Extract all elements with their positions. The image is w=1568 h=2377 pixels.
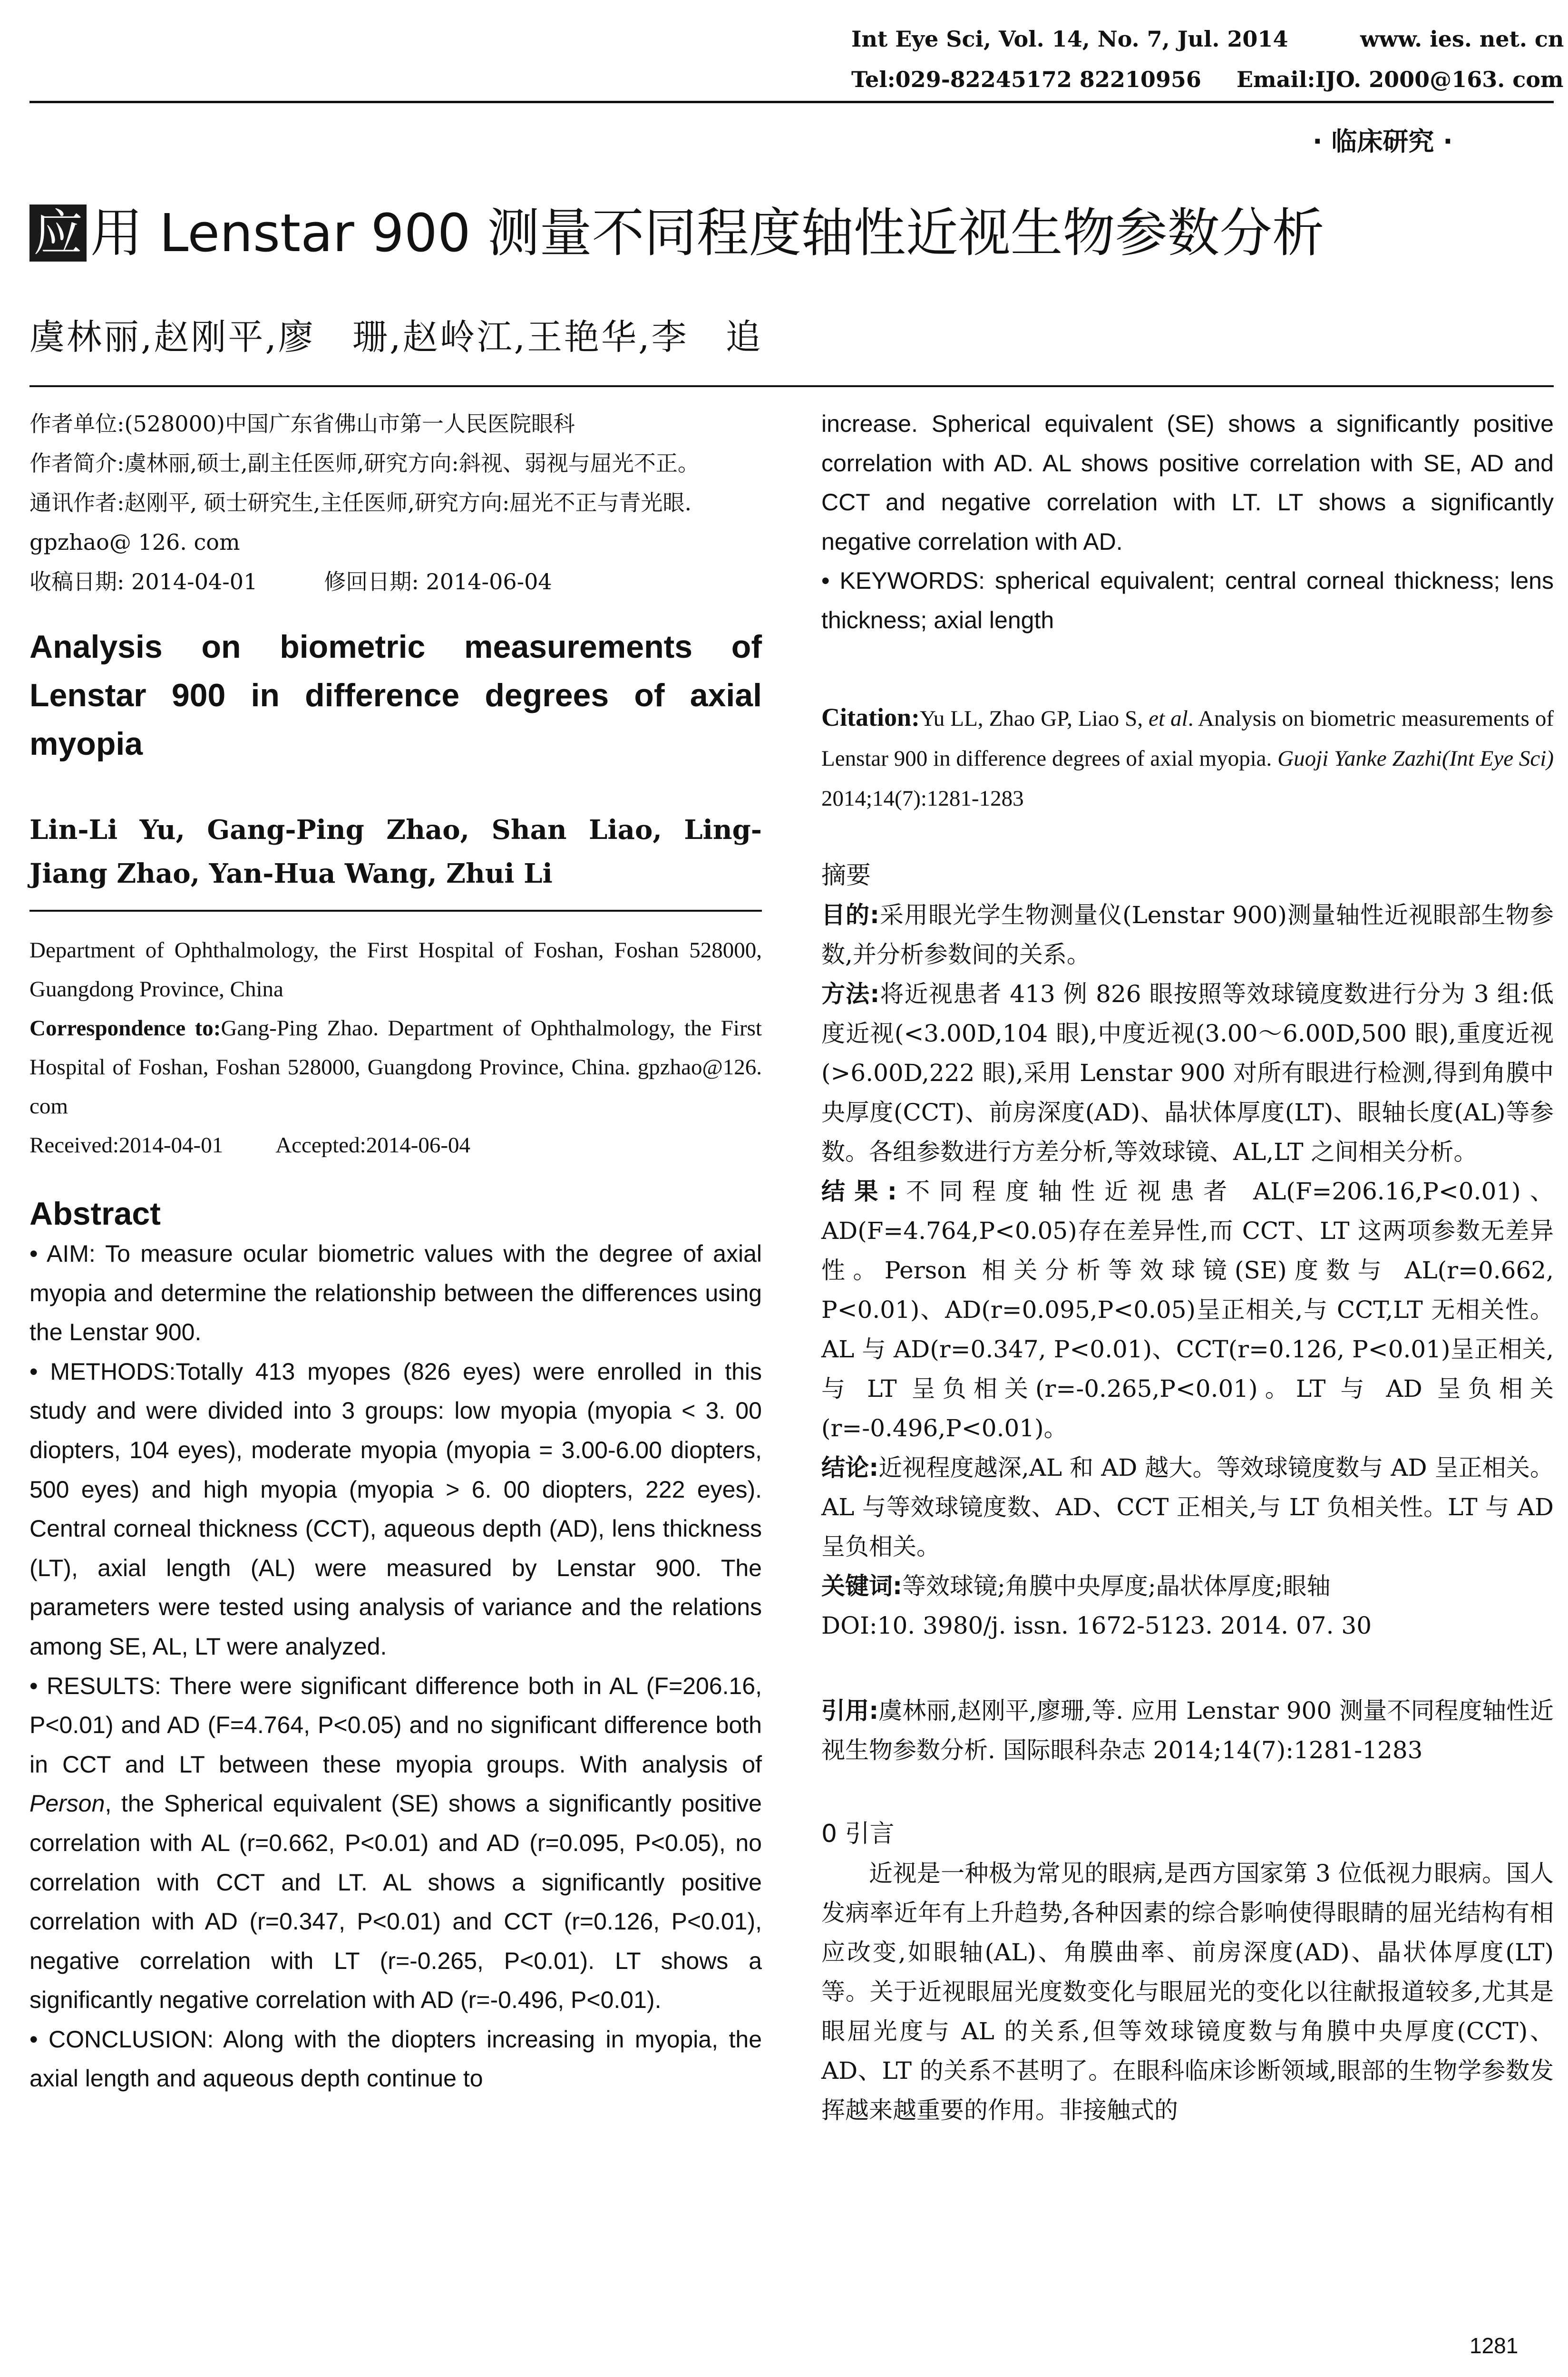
citation-cn: 引用:虞林丽,赵刚平,廖珊,等. 应用 Lenstar 900 测量不同程度轴性近视生物参数分析. 国际眼科杂志 2014;14(7):1281-1283: [821, 1696, 1554, 1764]
dates-en: [29, 1126, 762, 1165]
abstract-cn-results: 结果:不同程度轴性近视患者 AL(F=206.16,P<0.01)、AD(F=4.764,P<0.05)存在差异性,而 CCT、LT 这两项参数无差异性。Person 相关分析等效球镜(SE)度数与 AL(r=0.662, P<0.01)、AD(r=0.095,P<0.05)呈正相关,与 CCT,LT 无相关性。AL 与 AD(r=0.347, P<0.01)、CCT(r=0.126, P<0.01)呈正相关,与 LT 呈负相关(r=-0.265,P<0.01)。LT 与 AD 呈负相关(r=-0.496,P<0.01)。: [821, 1177, 1554, 1442]
abstract-cn-aim: 目的:采用眼光学生物测量仪(Lenstar 900)测量轴性近视眼部生物参数,并分析参数间的关系。: [821, 901, 1554, 968]
correspondence-label: Correspondence to:: [29, 1016, 221, 1041]
correspondence-text: Gang-Ping Zhao. Department of Ophthalmology, the First Hospital of Foshan, Foshan 528000, Guangdong Province, China. gpzhao@126. com: [29, 1016, 762, 1119]
correspondence: [29, 1009, 762, 1126]
affiliation: Department of Ophthalmology, the First Hospital of Foshan, Foshan 528000, Guangdong Province, China: [29, 938, 762, 1002]
citation-en: Citation:Yu LL, Zhao GP, Liao S, et al. Analysis on biometric measurements of Lenstar 900 in difference degrees of axial myopia. Guoji Yanke Zazhi(Int Eye Sci) 2014;14(7):1281-1283: [821, 702, 1554, 811]
keywords-cn: 关键词:等效球镜;角膜中央厚度;晶状体厚度;眼轴: [821, 1572, 1331, 1600]
keywords-en: • KEYWORDS: spherical equivalent; central corneal thickness; lens thickness; axial length: [821, 567, 1554, 633]
author-bio: 作者简介:虞林丽,硕士,副主任医师,研究方向:斜视、弱视与屈光不正。: [29, 450, 700, 476]
journal-tel: Tel:029-82245172 82210956: [851, 67, 1201, 92]
abstract-cn: [821, 896, 1554, 1646]
journal-email: Email:IJO. 2000@163. com: [1237, 67, 1564, 92]
paper-title: 用 Lenstar 900 测量不同程度轴性近视生物参数分析: [90, 203, 1325, 263]
journal-website: www. ies. net. cn: [1360, 26, 1564, 52]
journal-info: Int Eye Sci, Vol. 14, No. 7, Jul. 2014: [851, 26, 1288, 52]
intro-paragraph: 近视是一种极为常见的眼病,是西方国家第 3 位低视力眼病。国人发病率近年有上升趋势,各种因素的综合影响使得眼睛的屈光结构有相应改变,如眼轴(AL)、角膜曲率、前房深度(AD)、晶状体厚度(LT)等。关于近视眼屈光度数变化与眼屈光的变化以往献报道较多,尤其是眼屈光度与 AL 的关系,但等效球镜度数与角膜中央厚度(CCT)、AD、LT 的关系不甚明了。在眼科临床诊断领域,眼部的生物学参数发挥越来越重要的作用。非接触式的: [821, 1859, 1554, 2124]
authors-rule: [29, 385, 1554, 387]
intro-heading: 0 引言: [821, 1819, 895, 1848]
english-title: Analysis on biometric measurements of Lenstar 900 in difference degrees of axial myopia: [29, 629, 762, 762]
abstract-methods: • METHODS:Totally 413 myopes (826 eyes) were enrolled in this study and were divided into 3 groups: low myopia (myopia < 3. 00 diopters, 104 eyes), moderate myopia (myopia = 3.00-6.00 diopters, 500 eyes) and high myopia (myopia > 6. 00 diopters, 222 eyes). Central corneal thickness (CCT), aqueous depth (AD), lens thickness (LT), axial length (AL) were measured by Lenstar 900. The parameters were tested using analysis of variance and the relations among SE, AL, LT were analyzed.: [29, 1358, 762, 1660]
header-rule: [29, 101, 1554, 103]
left-column: [29, 404, 762, 2098]
title-first-char-box: 应: [29, 205, 87, 262]
abstract-conclusion-cont: increase. Spherical equivalent (SE) shows a significantly positive correlation with AD. AL shows positive correlation with SE, AD and CCT and negative correlation with LT. LT shows a significantly negative correlation with AD.: [821, 410, 1554, 555]
dates-cn: [29, 562, 762, 602]
author-unit: 作者单位:(528000)中国广东省佛山市第一人民医院眼科: [29, 411, 575, 437]
abstract-cn-methods: 方法:将近视患者 413 例 826 眼按照等效球镜度数进行分为 3 组:低度近视(<3.00D,104 眼),中度近视(3.00～6.00D,500 眼),重度近视(>6.00D,222 眼),采用 Lenstar 900 对所有眼进行检测,得到角膜中央厚度(CCT)、前房深度(AD)、晶状体厚度(LT)、眼轴长度(AL)等参数。各组参数进行方差分析,等效球镜、AL,LT 之间相关分析。: [821, 980, 1554, 1166]
corresponding-author: 通讯作者:赵刚平, 硕士研究生,主任医师,研究方向:屈光不正与青光眼. gpzhao@ 126. com: [29, 490, 692, 555]
abstract-en: [29, 1234, 762, 2098]
abstract-cn-heading: 摘要: [821, 861, 871, 890]
abstract-heading: Abstract: [29, 1196, 161, 1232]
page-number: 1281: [1470, 2333, 1519, 2358]
received-date-cn: 收稿日期: 2014-04-01: [29, 569, 258, 594]
abstract-conclusion: • CONCLUSION: Along with the diopters increasing in myopia, the axial length and aqueous depth continue to: [29, 2026, 762, 2092]
abstract-aim: • AIM: To measure ocular biometric values with the degree of axial myopia and determine the relationship between the differences using the Lenstar 900.: [29, 1240, 762, 1346]
abstract-results: • RESULTS: There were significant difference both in AL (F=206.16, P<0.01) and AD (F=4.764, P<0.05) and no significant difference both in CCT and LT between these myopia groups. With analysis of Person, the Spherical equivalent (SE) shows a significantly positive correlation with AL (r=0.662, P<0.01) and AD (r=0.095, P<0.05), no correlation with CCT and LT. AL shows a significantly positive correlation with AD (r=0.347, P<0.01) and CCT (r=0.126, P<0.01), negative correlation with LT (r=-0.265, P<0.01). LT shows a significantly negative correlation with AD (r=-0.496, P<0.01).: [29, 1672, 762, 2014]
accepted-date-en: Accepted:2014-06-04: [275, 1133, 471, 1158]
received-date-en: Received:2014-04-01: [29, 1133, 224, 1158]
citation-label: Citation:: [821, 702, 920, 731]
abstract-cn-conclusion: 结论:近视程度越深,AL 和 AD 越大。等效球镜度数与 AD 呈正相关。AL 与等效球镜度数、AD、CCT 正相关,与 LT 负相关性。LT 与 AD 呈负相关。: [821, 1453, 1554, 1560]
authors-cn: 虞林丽,赵刚平,廖 珊,赵岭江,王艳华,李 追: [29, 317, 763, 358]
right-column: [821, 404, 1554, 2130]
revised-date-cn: 修回日期: 2014-06-04: [324, 569, 552, 594]
english-authors: Lin-Li Yu, Gang-Ping Zhao, Shan Liao, Ling-Jiang Zhao, Yan-Hua Wang, Zhui Li: [29, 814, 762, 889]
section-label: · 临床研究 ·: [1313, 127, 1453, 156]
doi: DOI:10. 3980/j. issn. 1672-5123. 2014. 07. 30: [821, 1611, 1372, 1639]
